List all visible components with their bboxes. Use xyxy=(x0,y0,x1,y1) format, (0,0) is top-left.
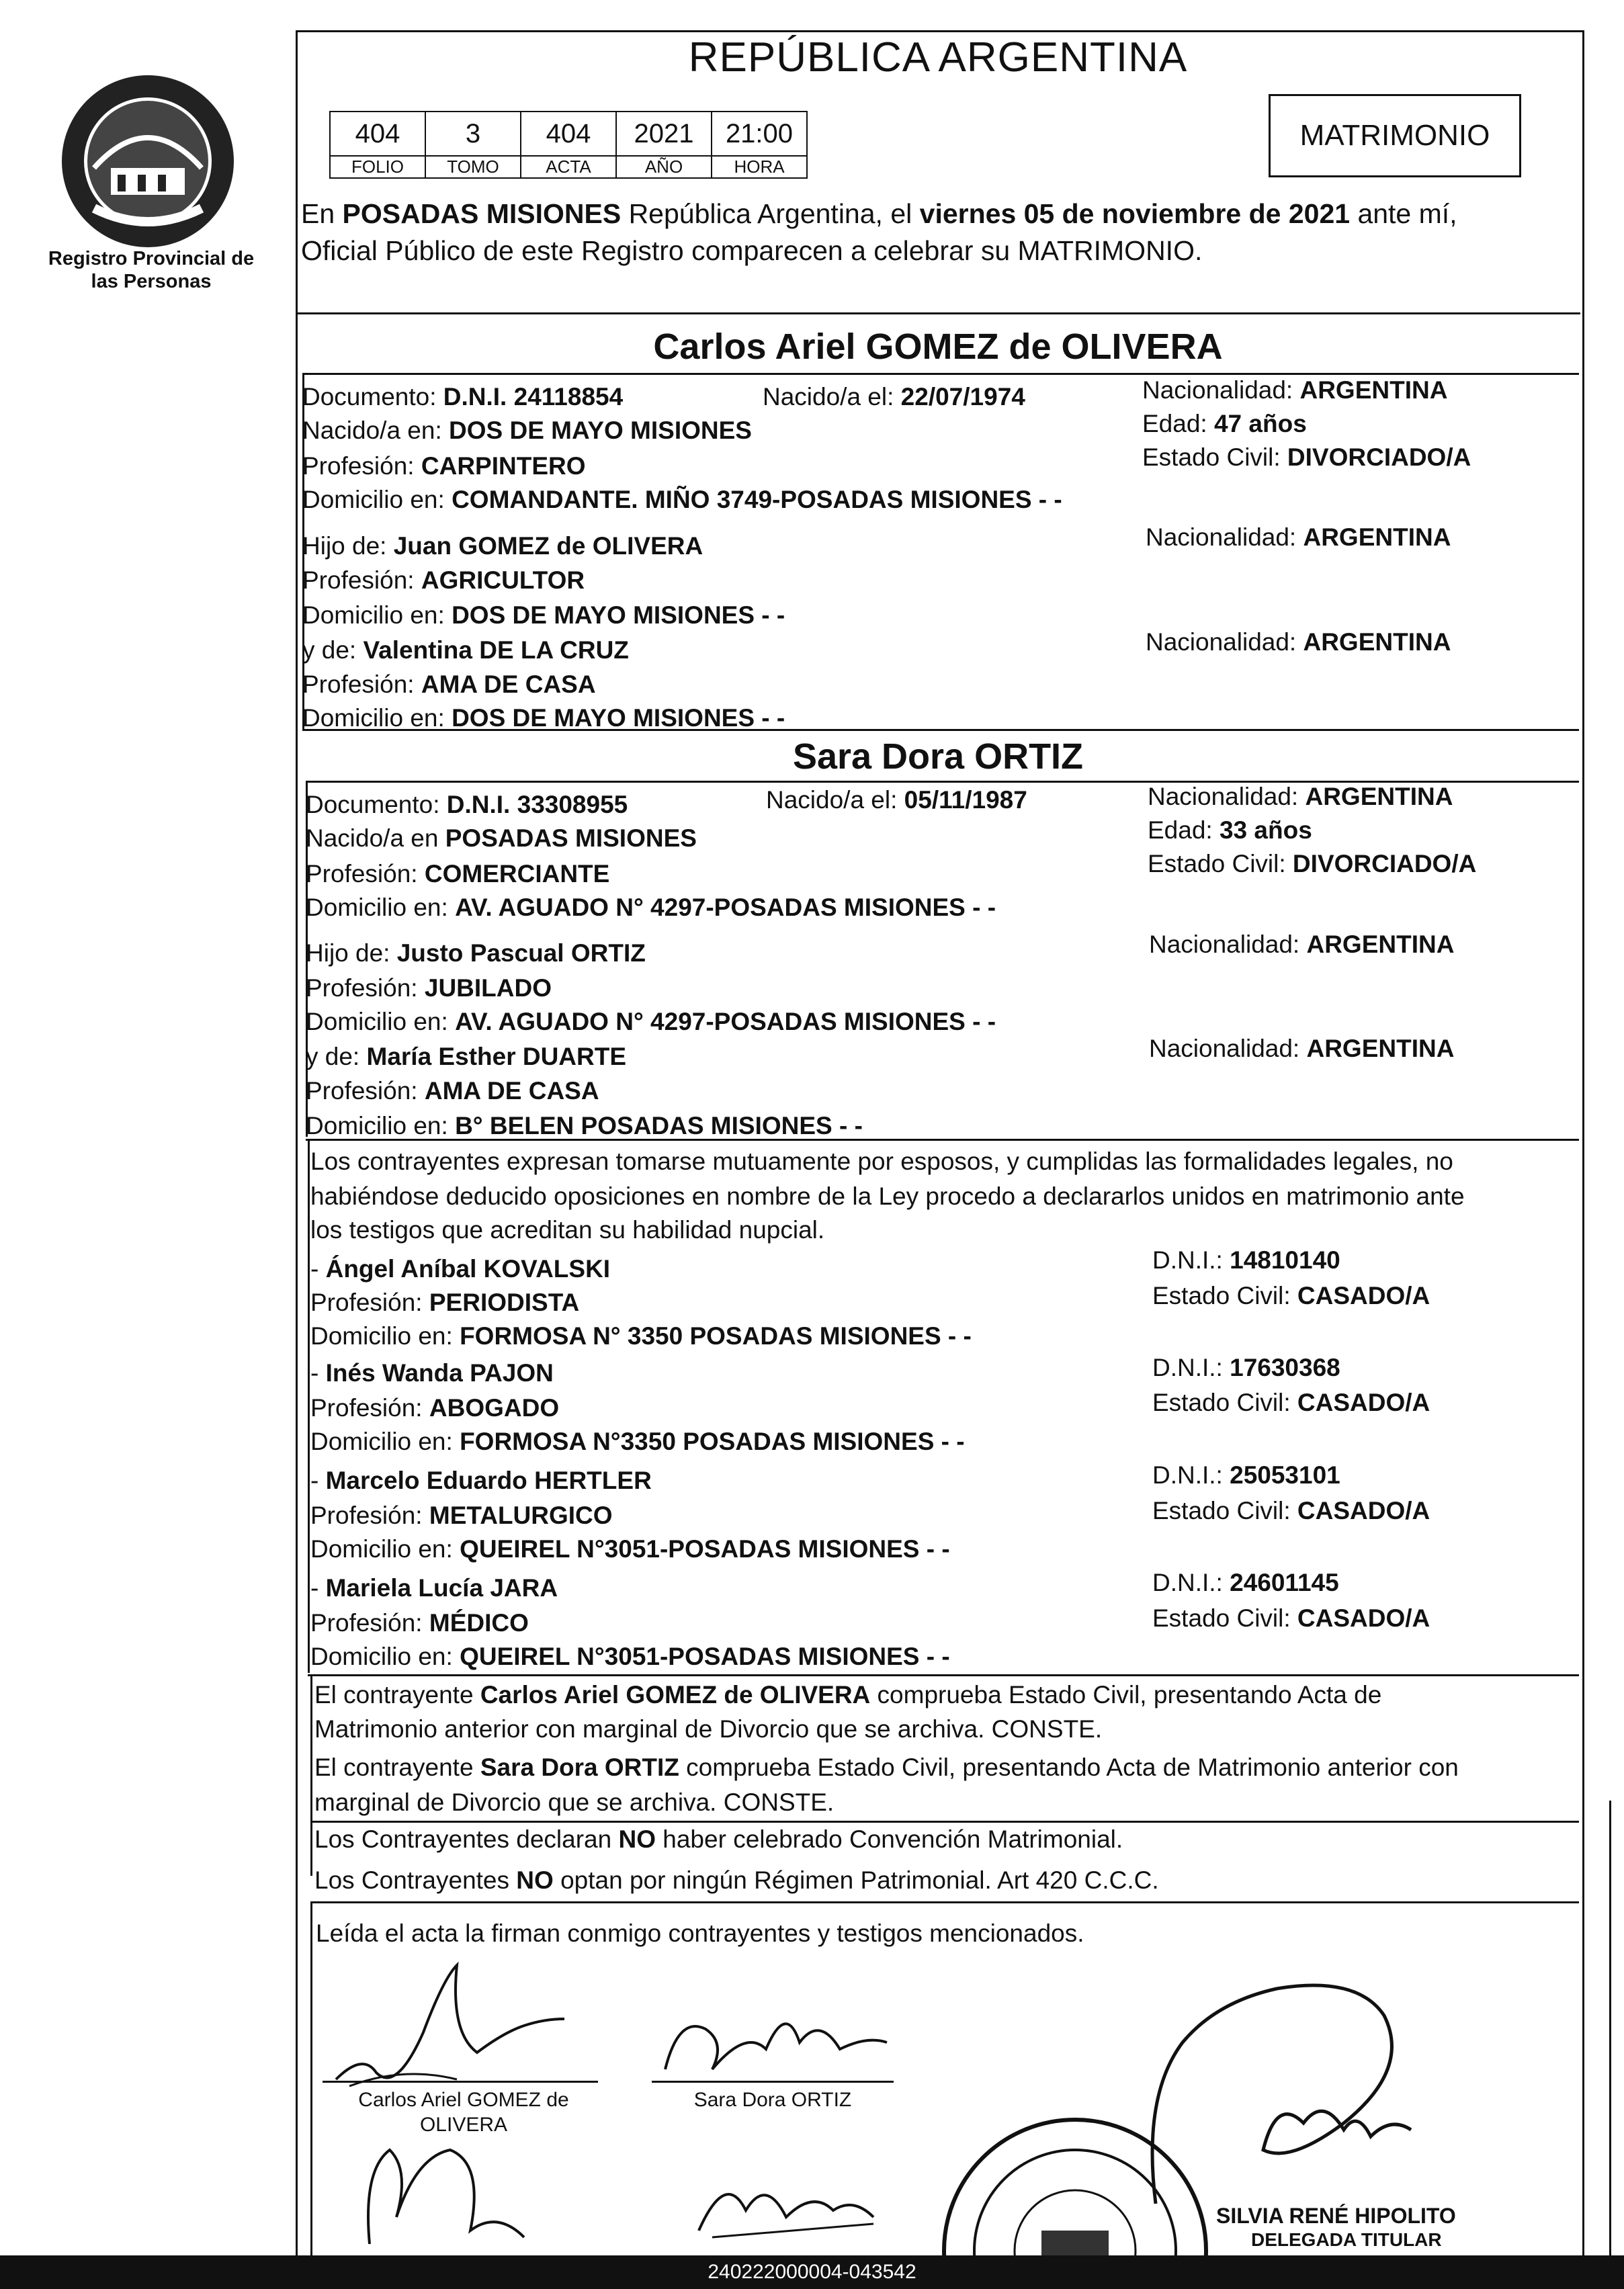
spouse2-father-address: Domicilio en: AV. AGUADO N° 4297-POSADAS MISIONES - - xyxy=(306,1008,996,1035)
spouse1-father-profession: Profesión: AGRICULTOR xyxy=(302,566,585,594)
folio-value: 404 xyxy=(330,112,425,156)
witness4-name: - Mariela Lucía JARA xyxy=(310,1574,558,1602)
spouse1-signature-icon xyxy=(323,1952,605,2100)
witness1-address: Domicilio en: FORMOSA N° 3350 POSADAS MISIONES - - xyxy=(310,1322,972,1350)
witness2-dni: D.N.I.: 17630368 xyxy=(1152,1354,1340,1381)
declaration-line-2: habiéndose deducido oposiciones en nombre de la Ley procedo a declararlos unidos en matrimonio ante xyxy=(310,1182,1465,1210)
witness4-address: Domicilio en: QUEIREL N°3051-POSADAS MISIONES - - xyxy=(310,1643,950,1670)
declaration-line-1: Los contrayentes expresan tomarse mutuamente por esposos, y cumplidas las formalidades legales, no xyxy=(310,1148,1453,1175)
spouse2-signature-icon xyxy=(652,1989,907,2089)
spouse2-age: Edad: 33 años xyxy=(1148,816,1312,844)
closing-statement: Leída el acta la firman conmigo contrayentes y testigos mencionados. xyxy=(316,1919,1084,1947)
intro-line-2: Oficial Público de este Registro comparecen a celebrar su MATRIMONIO. xyxy=(301,235,1203,266)
regime-line-1: Los Contrayentes declaran NO haber celebrado Convención Matrimonial. xyxy=(314,1825,1123,1853)
spouse2-birthdate: Nacido/a el: 05/11/1987 xyxy=(766,786,1027,814)
witness3-address: Domicilio en: QUEIREL N°3051-POSADAS MISIONES - - xyxy=(310,1535,950,1563)
witness1-profession: Profesión: PERIODISTA xyxy=(310,1289,580,1316)
witness1-dni: D.N.I.: 14810140 xyxy=(1152,1246,1340,1274)
officer-name: SILVIA RENÉ HIPOLITO xyxy=(1216,2204,1456,2228)
spouse1-name: Carlos Ariel GOMEZ de OLIVERA xyxy=(653,327,1223,367)
witness2-profession: Profesión: ABOGADO xyxy=(310,1394,560,1422)
tomo-label: TOMO xyxy=(425,156,521,178)
witness2-civil-status: Estado Civil: CASADO/A xyxy=(1152,1389,1430,1416)
spouse2-mother-nationality: Nacionalidad: ARGENTINA xyxy=(1149,1035,1455,1062)
witness-signature-icon-2 xyxy=(685,2150,887,2251)
spouse1-father: Hijo de: Juan GOMEZ de OLIVERA xyxy=(302,532,703,560)
tomo-value: 3 xyxy=(425,112,521,156)
registry-name: Registro Provincial de las Personas xyxy=(48,248,255,292)
spouse1-age: Edad: 47 años xyxy=(1142,410,1307,437)
acta-value: 404 xyxy=(521,112,616,156)
spouse1-mother: y de: Valentina DE LA CRUZ xyxy=(302,636,629,664)
note1-line-2: Matrimonio anterior con marginal de Divorcio que se archiva. CONSTE. xyxy=(314,1715,1103,1743)
anio-label: AÑO xyxy=(616,156,712,178)
document-footer-id: 240222000004-043542 xyxy=(0,2255,1624,2289)
spouse2-father-nationality: Nacionalidad: ARGENTINA xyxy=(1149,931,1455,958)
spouse2-profession: Profesión: COMERCIANTE xyxy=(306,860,610,888)
note1-line-1: El contrayente Carlos Ariel GOMEZ de OLIVERA comprueba Estado Civil, presentando Acta de xyxy=(314,1681,1382,1709)
spouse2-document: Documento: D.N.I. 33308955 xyxy=(306,791,628,818)
spouse1-signature-caption-2: OLIVERA xyxy=(419,2114,508,2136)
officer-signature-icon xyxy=(1102,1962,1478,2217)
witness3-name: - Marcelo Eduardo HERTLER xyxy=(310,1467,652,1494)
witness3-dni: D.N.I.: 25053101 xyxy=(1152,1461,1340,1489)
spouse2-mother-profession: Profesión: AMA DE CASA xyxy=(306,1077,599,1105)
witness3-civil-status: Estado Civil: CASADO/A xyxy=(1152,1497,1430,1524)
officer-title: DELEGADA TITULAR xyxy=(1251,2229,1442,2250)
document-title: REPÚBLICA ARGENTINA xyxy=(688,34,1188,81)
spouse1-father-address: Domicilio en: DOS DE MAYO MISIONES - - xyxy=(302,601,785,629)
spouse2-address: Domicilio en: AV. AGUADO N° 4297-POSADAS MISIONES - - xyxy=(306,894,996,921)
hora-label: HORA xyxy=(712,156,807,178)
spouse1-document: Documento: D.N.I. 24118854 xyxy=(302,383,624,411)
spouse1-address: Domicilio en: COMANDANTE. MIÑO 3749-POSADAS MISIONES - - xyxy=(302,486,1062,513)
spouse1-mother-address: Domicilio en: DOS DE MAYO MISIONES - - xyxy=(302,704,785,732)
spouse1-civil-status: Estado Civil: DIVORCIADO/A xyxy=(1142,443,1471,471)
spouse1-signature-caption-1: Carlos Ariel GOMEZ de xyxy=(358,2089,569,2111)
spouse1-birthplace: Nacido/a en: DOS DE MAYO MISIONES xyxy=(302,417,752,444)
witness2-address: Domicilio en: FORMOSA N°3350 POSADAS MISIONES - - xyxy=(310,1428,965,1455)
spouse2-signature-caption: Sara Dora ORTIZ xyxy=(693,2089,852,2111)
hora-value: 21:00 xyxy=(712,112,807,156)
spouse2-father: Hijo de: Justo Pascual ORTIZ xyxy=(306,939,646,967)
spouse2-birthplace: Nacido/a en POSADAS MISIONES xyxy=(306,824,697,852)
spouse1-nationality: Nacionalidad: ARGENTINA xyxy=(1142,376,1448,404)
spouse1-father-nationality: Nacionalidad: ARGENTINA xyxy=(1146,523,1451,551)
witness1-name: - Ángel Aníbal KOVALSKI xyxy=(310,1255,611,1283)
anio-value: 2021 xyxy=(616,112,712,156)
witness4-civil-status: Estado Civil: CASADO/A xyxy=(1152,1604,1430,1632)
declaration-line-3: los testigos que acreditan su habilidad nupcial. xyxy=(310,1216,825,1244)
witness3-profession: Profesión: METALURGICO xyxy=(310,1502,613,1529)
spouse2-nationality: Nacionalidad: ARGENTINA xyxy=(1148,783,1453,810)
acta-label: ACTA xyxy=(521,156,616,178)
spouse2-mother: y de: María Esther DUARTE xyxy=(306,1043,627,1070)
witness1-civil-status: Estado Civil: CASADO/A xyxy=(1152,1282,1430,1309)
spouse1-mother-profession: Profesión: AMA DE CASA xyxy=(302,671,596,698)
spouse1-birthdate: Nacido/a el: 22/07/1974 xyxy=(763,383,1025,411)
folio-label: FOLIO xyxy=(330,156,425,178)
note2-line-1: El contrayente Sara Dora ORTIZ comprueba Estado Civil, presentando Acta de Matrimonio anterior con xyxy=(314,1754,1459,1781)
province-seal-icon xyxy=(54,67,242,255)
spouse1-mother-nationality: Nacionalidad: ARGENTINA xyxy=(1146,628,1451,656)
spouse1-profession: Profesión: CARPINTERO xyxy=(302,452,586,480)
intro-line-1: En POSADAS MISIONES República Argentina, el viernes 05 de noviembre de 2021 ante mí, xyxy=(301,198,1457,229)
regime-line-2: Los Contrayentes NO optan por ningún Régimen Patrimonial. Art 420 C.C.C. xyxy=(314,1866,1159,1894)
spouse2-mother-address: Domicilio en: B° BELEN POSADAS MISIONES - - xyxy=(306,1112,863,1139)
witness4-profession: Profesión: MÉDICO xyxy=(310,1609,529,1637)
spouse2-name: Sara Dora ORTIZ xyxy=(792,736,1084,777)
witness-signature-icon xyxy=(349,2130,571,2251)
spouse2-father-profession: Profesión: JUBILADO xyxy=(306,974,552,1002)
record-table xyxy=(329,111,808,179)
spouse2-civil-status: Estado Civil: DIVORCIADO/A xyxy=(1148,850,1477,877)
note2-line-2: marginal de Divorcio que se archiva. CONSTE. xyxy=(314,1788,835,1816)
witness4-dni: D.N.I.: 24601145 xyxy=(1152,1569,1339,1596)
witness2-name: - Inés Wanda PAJON xyxy=(310,1359,554,1387)
record-type: MATRIMONIO xyxy=(1269,94,1521,177)
